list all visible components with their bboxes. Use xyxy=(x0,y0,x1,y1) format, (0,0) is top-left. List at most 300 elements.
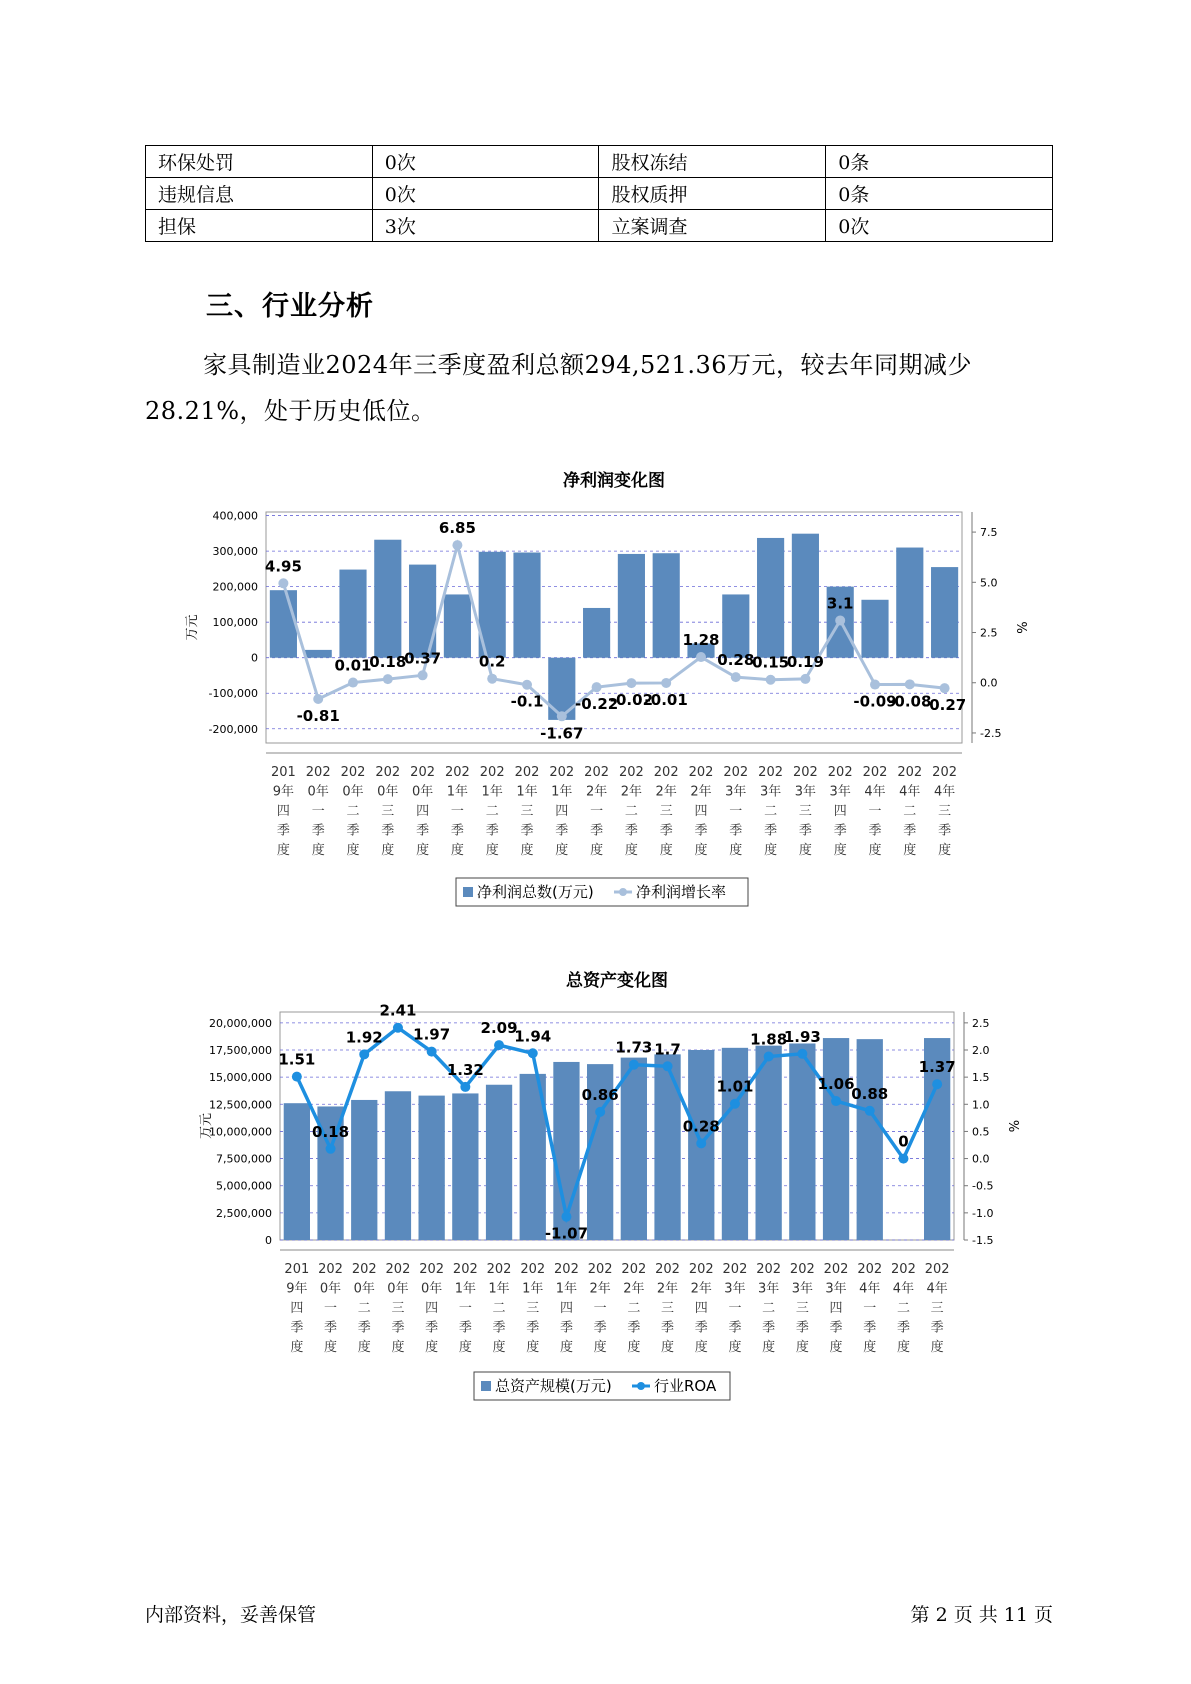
line-point xyxy=(383,674,393,684)
x-tick-label: 0年 xyxy=(377,784,399,800)
legend-bar-label: 净利润总数(万元) xyxy=(477,883,594,901)
footer-page-number: 第 2 页 共 11 页 xyxy=(910,1604,1053,1626)
x-tick-label: 0年 xyxy=(319,1281,342,1297)
y2-tick-label: 5.0 xyxy=(980,576,998,590)
bar xyxy=(270,590,297,658)
data-label: 0.88 xyxy=(851,1084,889,1103)
x-tick-label: 度 xyxy=(276,843,290,858)
y2-tick-label: 1.0 xyxy=(972,1098,990,1112)
x-tick-label: 度 xyxy=(930,1340,944,1355)
line-point xyxy=(278,578,288,588)
x-tick-label: 202 xyxy=(486,1262,512,1277)
data-label: 0.18 xyxy=(312,1122,350,1141)
bar xyxy=(654,1054,680,1240)
x-tick-label: 三 xyxy=(381,804,395,819)
x-tick-label: 四 xyxy=(829,1301,843,1316)
data-label: 3.1 xyxy=(826,594,854,613)
x-tick-label: 1年 xyxy=(454,1281,476,1297)
y2-axis-title: % xyxy=(1008,1119,1023,1133)
x-tick-label: 二 xyxy=(627,1301,641,1316)
x-tick-label: 0年 xyxy=(421,1281,443,1297)
x-tick-label: 度 xyxy=(624,843,638,858)
bar xyxy=(722,594,749,657)
x-tick-label: 202 xyxy=(723,765,749,780)
x-tick-label: 3年 xyxy=(791,1281,813,1297)
bar xyxy=(857,1039,883,1240)
x-tick-label: 202 xyxy=(653,765,679,780)
x-tick-label: 度 xyxy=(627,1340,641,1355)
bar xyxy=(452,1093,478,1240)
x-tick-label: 202 xyxy=(385,1262,411,1277)
line-point xyxy=(487,674,497,684)
line-point xyxy=(452,540,462,550)
bar xyxy=(792,534,819,658)
data-label: -0.1 xyxy=(510,692,544,711)
bar xyxy=(444,594,471,657)
x-tick-label: 202 xyxy=(305,765,331,780)
x-tick-label: 202 xyxy=(520,1262,546,1277)
x-tick-label: 三 xyxy=(659,804,673,819)
x-tick-label: 一 xyxy=(868,804,882,819)
x-tick-label: 2年 xyxy=(690,784,712,800)
x-tick-label: 202 xyxy=(351,1262,377,1277)
line-point xyxy=(940,683,950,693)
table-label-cell: 担保 xyxy=(146,210,373,242)
bar xyxy=(618,554,645,658)
x-tick-label: 四 xyxy=(559,1301,573,1316)
x-tick-label: 二 xyxy=(485,804,499,819)
data-label: -0.08 xyxy=(888,692,932,711)
line-point xyxy=(766,675,776,685)
x-tick-label: 季 xyxy=(346,823,360,839)
data-label: 1.51 xyxy=(278,1050,316,1069)
x-tick-label: 季 xyxy=(694,1320,708,1336)
bar xyxy=(385,1091,411,1240)
x-tick-label: 202 xyxy=(722,1262,748,1277)
line-point xyxy=(292,1072,302,1082)
line-point xyxy=(797,1049,807,1059)
x-tick-label: 202 xyxy=(655,1262,680,1277)
data-label: -0.22 xyxy=(574,695,619,714)
x-tick-label: 2年 xyxy=(589,1281,611,1297)
x-tick-label: 202 xyxy=(452,1262,478,1277)
line-point xyxy=(831,1096,841,1106)
legend-line-marker xyxy=(637,1382,645,1390)
x-tick-label: 季 xyxy=(391,1320,405,1336)
line-point xyxy=(522,680,532,690)
x-tick-label: 三 xyxy=(661,1301,675,1316)
table-label-cell: 股权质押 xyxy=(599,178,826,210)
x-tick-label: 季 xyxy=(795,1320,809,1336)
x-tick-label: 0年 xyxy=(411,784,434,800)
x-tick-label: 度 xyxy=(833,843,847,858)
x-tick-label: 四 xyxy=(416,804,430,819)
x-tick-label: 季 xyxy=(381,823,395,839)
x-tick-label: 一 xyxy=(324,1301,338,1316)
x-tick-label: 度 xyxy=(694,843,708,858)
bar xyxy=(722,1048,748,1240)
data-label: 2.09 xyxy=(480,1019,518,1038)
line-point xyxy=(359,1049,369,1059)
x-tick-label: 202 xyxy=(375,765,401,780)
x-tick-label: 度 xyxy=(485,843,499,858)
x-tick-label: 2年 xyxy=(623,1281,645,1297)
x-tick-label: 三 xyxy=(938,804,952,819)
x-tick-label: 202 xyxy=(789,1262,815,1277)
x-tick-label: 度 xyxy=(863,1340,877,1355)
net-profit-chart xyxy=(0,460,1191,930)
table-label-cell: 立案调查 xyxy=(599,210,826,242)
y2-tick-label: -1.5 xyxy=(972,1234,994,1247)
x-tick-label: 202 xyxy=(857,1262,883,1277)
x-tick-label: 度 xyxy=(450,843,464,858)
x-tick-label: 度 xyxy=(590,843,604,858)
y-tick-label: 20,000,000 xyxy=(209,1016,272,1030)
data-label: -0.81 xyxy=(296,707,340,726)
table-value-cell: 0条 xyxy=(826,178,1053,210)
bar xyxy=(305,650,332,658)
y-tick-label: 0 xyxy=(251,651,258,665)
x-tick-label: 季 xyxy=(590,823,604,839)
table-value-cell: 3次 xyxy=(372,210,599,242)
line-point xyxy=(932,1079,942,1089)
section-title: 三、行业分析 xyxy=(206,291,374,322)
legend-bar-label: 总资产规模(万元) xyxy=(495,1377,612,1395)
x-tick-label: 季 xyxy=(868,823,882,839)
x-tick-label: 4年 xyxy=(926,1281,948,1297)
y2-tick-label: 0.0 xyxy=(980,676,998,690)
x-tick-label: 四 xyxy=(276,804,290,819)
data-label: -0.27 xyxy=(922,696,967,715)
data-label: 0.01 xyxy=(334,656,372,675)
table-label-cell: 环保处罚 xyxy=(146,146,373,178)
x-tick-label: 度 xyxy=(425,1340,439,1355)
x-tick-label: 1年 xyxy=(488,1281,510,1297)
line-point xyxy=(835,615,845,625)
table-row xyxy=(146,146,1053,178)
risk-summary-table xyxy=(145,145,1053,242)
x-tick-label: 一 xyxy=(311,804,325,819)
x-tick-label: 度 xyxy=(346,843,360,858)
x-tick-label: 202 xyxy=(479,765,505,780)
x-tick-label: 201 xyxy=(270,765,296,780)
y-tick-label: -200,000 xyxy=(208,722,258,736)
line-point xyxy=(898,1154,908,1164)
x-tick-label: 季 xyxy=(694,823,708,839)
line-point xyxy=(865,1106,875,1116)
x-tick-label: 季 xyxy=(276,823,290,839)
x-tick-label: 9年 xyxy=(272,784,295,800)
data-label: 0.2 xyxy=(478,652,506,671)
x-tick-label: 度 xyxy=(555,843,569,858)
line-point xyxy=(661,678,671,688)
bar xyxy=(861,600,888,658)
x-tick-label: 度 xyxy=(290,1340,304,1355)
x-tick-label: 一 xyxy=(458,1301,472,1316)
data-label: 0.86 xyxy=(581,1085,619,1104)
x-tick-label: 202 xyxy=(758,765,784,780)
data-label: 1.73 xyxy=(615,1038,653,1057)
x-tick-label: 202 xyxy=(792,765,818,780)
line-point xyxy=(528,1048,538,1058)
x-tick-label: 202 xyxy=(891,1262,916,1277)
x-tick-label: 1年 xyxy=(522,1281,544,1297)
data-label: 0.19 xyxy=(786,652,824,671)
x-tick-label: 季 xyxy=(659,823,673,839)
line-point xyxy=(460,1082,470,1092)
bar xyxy=(621,1058,647,1240)
x-tick-label: 度 xyxy=(938,843,952,858)
x-tick-label: 度 xyxy=(311,843,325,858)
x-tick-label: 季 xyxy=(938,823,952,839)
y-axis-title: 万元 xyxy=(185,614,200,641)
bar xyxy=(756,1046,782,1240)
x-tick-label: 四 xyxy=(290,1301,304,1316)
x-tick-label: 二 xyxy=(346,804,360,819)
data-label: -1.07 xyxy=(544,1224,589,1243)
x-tick-label: 3年 xyxy=(759,784,782,800)
data-label: 6.85 xyxy=(438,519,476,538)
x-tick-label: 度 xyxy=(520,843,534,858)
x-tick-label: 季 xyxy=(896,1320,910,1336)
x-tick-label: 度 xyxy=(357,1340,371,1355)
bar xyxy=(486,1085,512,1240)
x-tick-label: 二 xyxy=(624,804,638,819)
x-tick-label: 202 xyxy=(340,765,366,780)
x-tick-label: 度 xyxy=(728,1340,742,1355)
data-label: 4.95 xyxy=(264,557,302,576)
x-tick-label: 二 xyxy=(357,1301,371,1316)
x-tick-label: 季 xyxy=(559,1320,573,1336)
x-tick-label: 202 xyxy=(862,765,888,780)
x-tick-label: 2年 xyxy=(585,784,608,800)
legend-bar-swatch xyxy=(481,1381,491,1391)
x-tick-label: 度 xyxy=(661,1340,675,1355)
x-tick-label: 4年 xyxy=(859,1281,881,1297)
table-row xyxy=(146,178,1053,210)
x-tick-label: 一 xyxy=(590,804,604,819)
x-tick-label: 202 xyxy=(688,1262,714,1277)
x-tick-label: 202 xyxy=(584,765,610,780)
x-tick-label: 202 xyxy=(318,1262,343,1277)
data-label: 1.32 xyxy=(446,1060,484,1079)
x-tick-label: 季 xyxy=(357,1320,371,1336)
x-tick-label: 季 xyxy=(526,1320,540,1336)
x-tick-label: 季 xyxy=(555,823,569,839)
x-tick-label: 季 xyxy=(728,1320,742,1336)
x-tick-label: 季 xyxy=(798,823,812,839)
x-tick-label: 0年 xyxy=(353,1281,375,1297)
line-point xyxy=(696,1138,706,1148)
x-tick-label: 2年 xyxy=(690,1281,712,1297)
x-tick-label: 季 xyxy=(729,823,743,839)
x-tick-label: 三 xyxy=(798,804,812,819)
x-tick-label: 度 xyxy=(798,843,812,858)
legend-line-marker xyxy=(619,888,627,896)
x-tick-label: 季 xyxy=(450,823,464,839)
line-point xyxy=(731,672,741,682)
line-point xyxy=(626,678,636,688)
data-label: 0.37 xyxy=(404,649,442,668)
line-point xyxy=(696,652,706,662)
x-tick-label: 季 xyxy=(863,1320,877,1336)
y-tick-label: 300,000 xyxy=(212,545,258,559)
line-point xyxy=(313,694,323,704)
x-tick-label: 度 xyxy=(391,1340,405,1355)
x-tick-label: 202 xyxy=(419,1262,445,1277)
industry-paragraph: 家具制造业2024年三季度盈利总额294,521.36万元，较去年同期减少28.21%，处于历史低位。 xyxy=(145,351,972,425)
data-label: 1.28 xyxy=(682,631,720,650)
x-tick-label: 度 xyxy=(526,1340,540,1355)
data-label: -0.02 xyxy=(609,691,654,710)
x-tick-label: 一 xyxy=(593,1301,607,1316)
footer-confidential: 内部资料，妥善保管 xyxy=(145,1604,317,1626)
line-point xyxy=(418,670,428,680)
bar xyxy=(284,1103,310,1240)
x-tick-label: 季 xyxy=(764,823,778,839)
y-tick-label: 200,000 xyxy=(212,580,258,594)
bar xyxy=(583,608,610,658)
bar xyxy=(548,658,575,720)
data-label: -1.67 xyxy=(540,724,584,743)
line-point xyxy=(905,679,915,689)
y2-tick-label: 0.0 xyxy=(972,1152,990,1166)
line-point xyxy=(764,1052,774,1062)
y-tick-label: 2,500,000 xyxy=(216,1206,272,1220)
x-tick-label: 季 xyxy=(903,823,917,839)
data-label: -0.09 xyxy=(853,692,897,711)
y-tick-label: 400,000 xyxy=(212,509,258,523)
x-tick-label: 2年 xyxy=(656,1281,679,1297)
x-tick-label: 一 xyxy=(729,804,743,819)
y2-tick-label: 7.5 xyxy=(980,526,998,540)
data-label: 1.88 xyxy=(750,1030,788,1049)
x-tick-label: 4年 xyxy=(892,1281,915,1297)
x-tick-label: 202 xyxy=(549,765,575,780)
x-tick-label: 季 xyxy=(290,1320,304,1336)
x-tick-label: 四 xyxy=(694,1301,708,1316)
line-point xyxy=(393,1023,403,1033)
chart-title: 总资产变化图 xyxy=(566,971,668,991)
y-axis-title: 万元 xyxy=(199,1112,214,1140)
x-tick-label: 季 xyxy=(324,1320,338,1336)
y-tick-label: 0 xyxy=(265,1234,272,1247)
y-tick-label: 10,000,000 xyxy=(209,1125,272,1139)
x-tick-label: 季 xyxy=(311,823,325,839)
legend-line-label: 行业ROA xyxy=(654,1377,717,1395)
data-label: 1.37 xyxy=(918,1058,956,1077)
x-tick-label: 202 xyxy=(554,1262,579,1277)
x-tick-label: 度 xyxy=(762,1340,776,1355)
bar xyxy=(351,1100,377,1240)
bar xyxy=(789,1043,815,1240)
x-tick-label: 度 xyxy=(795,1340,809,1355)
x-tick-label: 度 xyxy=(903,843,917,858)
x-tick-label: 3年 xyxy=(794,784,817,800)
data-label: 0.28 xyxy=(717,651,755,670)
x-tick-label: 度 xyxy=(381,843,395,858)
data-label: 2.41 xyxy=(379,1001,417,1020)
table-label-cell: 股权冻结 xyxy=(599,146,826,178)
line-point xyxy=(326,1144,336,1154)
x-tick-label: 1年 xyxy=(551,784,573,800)
bar xyxy=(419,1096,445,1240)
x-tick-label: 四 xyxy=(833,804,847,819)
data-label: -0.01 xyxy=(644,690,688,709)
data-label: 1.94 xyxy=(514,1027,552,1046)
x-tick-label: 二 xyxy=(764,804,778,819)
x-tick-label: 四 xyxy=(425,1301,439,1316)
data-label: 1.93 xyxy=(783,1027,821,1046)
x-tick-label: 季 xyxy=(661,1320,675,1336)
x-tick-label: 季 xyxy=(492,1320,506,1336)
x-tick-label: 202 xyxy=(514,765,540,780)
x-tick-label: 度 xyxy=(659,843,673,858)
legend-bar-swatch xyxy=(463,887,473,897)
x-tick-label: 一 xyxy=(863,1301,877,1316)
line-point xyxy=(800,674,810,684)
line-point xyxy=(494,1040,504,1050)
x-tick-label: 202 xyxy=(932,765,958,780)
y-tick-label: 17,500,000 xyxy=(209,1044,272,1057)
bar xyxy=(896,548,923,658)
x-tick-label: 度 xyxy=(416,843,430,858)
x-tick-label: 1年 xyxy=(446,784,469,800)
x-tick-label: 二 xyxy=(896,1301,910,1316)
x-tick-label: 9年 xyxy=(286,1281,308,1297)
x-tick-label: 季 xyxy=(627,1320,641,1336)
x-tick-label: 202 xyxy=(924,1262,950,1277)
x-tick-label: 季 xyxy=(833,823,847,839)
bar xyxy=(823,1038,849,1240)
x-tick-label: 3年 xyxy=(725,784,747,800)
x-tick-label: 三 xyxy=(526,1301,540,1316)
x-tick-label: 1年 xyxy=(516,784,538,800)
x-tick-label: 季 xyxy=(485,823,499,839)
x-tick-label: 202 xyxy=(587,1262,613,1277)
x-tick-label: 二 xyxy=(903,804,917,819)
data-label: 1.01 xyxy=(716,1077,754,1096)
data-label: 0.18 xyxy=(369,653,407,672)
y2-tick-label: 2.5 xyxy=(972,1016,990,1030)
x-tick-label: 202 xyxy=(618,765,644,780)
x-tick-label: 4年 xyxy=(864,784,886,800)
x-tick-label: 三 xyxy=(391,1301,405,1316)
x-tick-label: 季 xyxy=(829,1320,843,1336)
x-tick-label: 202 xyxy=(823,1262,849,1277)
x-tick-label: 度 xyxy=(829,1340,843,1355)
y-tick-label: 100,000 xyxy=(212,616,258,630)
data-label: 1.97 xyxy=(413,1025,451,1044)
x-tick-label: 0年 xyxy=(342,784,364,800)
x-tick-label: 二 xyxy=(492,1301,506,1316)
x-tick-label: 202 xyxy=(621,1262,647,1277)
x-tick-label: 202 xyxy=(410,765,436,780)
y2-tick-label: -0.5 xyxy=(972,1179,994,1193)
data-label: 1.92 xyxy=(345,1028,383,1047)
x-tick-label: 季 xyxy=(930,1320,944,1336)
x-tick-label: 0年 xyxy=(307,784,329,800)
x-tick-label: 202 xyxy=(897,765,923,780)
x-tick-label: 度 xyxy=(559,1340,573,1355)
y2-tick-label: 1.5 xyxy=(972,1071,990,1085)
x-tick-label: 度 xyxy=(458,1340,472,1355)
x-tick-label: 季 xyxy=(416,823,430,839)
data-label: 1.7 xyxy=(654,1040,681,1059)
table-value-cell: 0次 xyxy=(372,178,599,210)
y-tick-label: 12,500,000 xyxy=(209,1098,272,1112)
y2-tick-label: -2.5 xyxy=(980,726,1002,740)
